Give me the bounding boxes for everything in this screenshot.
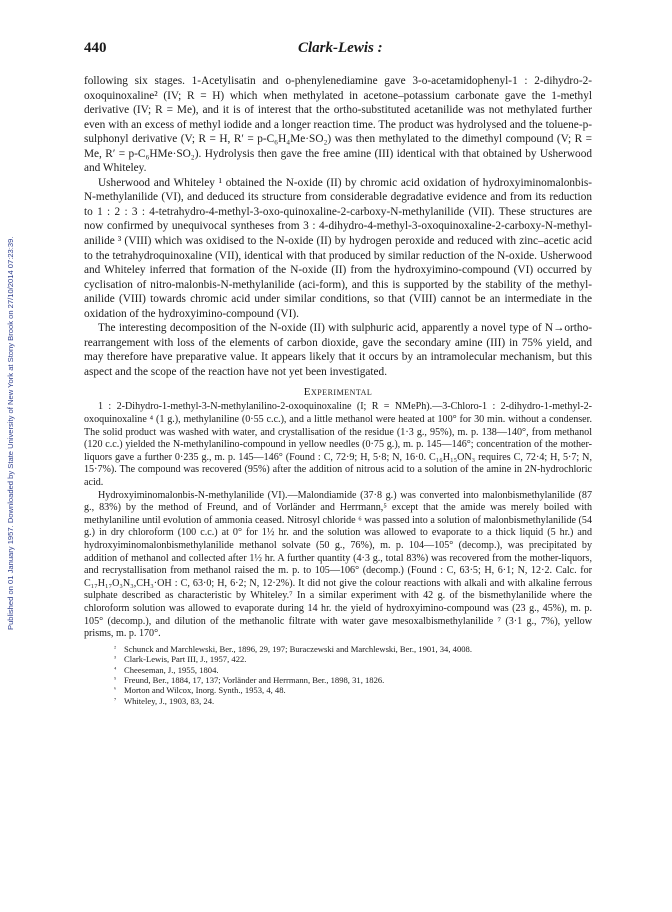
running-header xyxy=(84,40,592,60)
download-notice xyxy=(6,70,18,630)
body-paragraph-3: The interesting decomposition of the N-oxide (II) with sulphuric acid, apparently a novel type of N→ortho-rearrangement with loss of the elements of carbon dioxide, gave the secondary amine (III) in 75% yield, and may therefore have preparative value. It appears likely that it occurs by an intramolecular mechanism, but this aspect and the scope of the reaction have not yet been investigated. xyxy=(84,322,592,378)
footnote xyxy=(114,685,592,695)
footnote xyxy=(114,675,592,685)
footnote-text: Cheeseman, J., 1955, 1804. xyxy=(124,664,219,675)
experimental-section xyxy=(84,401,592,640)
footnote xyxy=(114,665,592,675)
download-notice-text: Published on 01 January 1957. Downloaded by State University of New York at Stony Brook on 27/10/2014 07:23:39. xyxy=(6,236,15,630)
footnote-text: Morton and Wilcox, Inorg. Synth., 1953, 4, 48. xyxy=(124,685,286,696)
footnote-mark: ⁷ xyxy=(114,696,117,704)
body-text xyxy=(84,74,592,379)
experimental-heading: Experimental xyxy=(303,386,373,399)
footnote-text: Whiteley, J., 1903, 83, 24. xyxy=(124,695,215,706)
page xyxy=(84,40,592,706)
experimental-paragraph-2: Hydroxyiminomalonbis-N-methylanilide (VI).—Malondiamide (37·8 g.) was converted into malonbismethylanilide (87 g., 83%) by the method of Freund, and of Vorländer and Herrmann,⁵ except that the amide was merely boiled with methylaniline until evolution of ammonia ceased. Nitrosyl chloride ⁶ was passed into a solution of malonbismethylanilide (54 g.) in dry chloroform (100 c.c.) at 0° for 1½ hr. and the solution was allowed to evaporate to a thick liquid (5 hr.) and hydroxyiminomalonbismethylanilide methanol solvate (50 g., 76%), m. p. 104—105° (decomp.), was precipitated by addition of methanol and collected after 1½ hr. A further quantity (4·3 g., total 83%) was recovered from the mother-liquors, and recrystallisation from methanol raised the m. p. to 105—106° (decomp.) (Found : C, 63·5; H, 6·1; N, 12·2. Calc. for C₁₇H₁₇O₃N₃,CH₃·OH : C, 63·0; H, 6·2; N, 12·2%). It did not give the colour reactions with alkali and with alkaline ferrous sulphate described as characteristic by Whiteley.⁷ In a similar experiment with 42 g. of the bismethylanilide where the chloroform solution was allowed to evaporate during 14 hr. the yield of hydroxyimino-compound was (23 g., 45%), m. p. 105° (decomp.), and dilution of the methanolic filtrate with water gave mesoxalbismethylanilide ⁷ (3·1 g., 7%), yellow prisms, m. p. 170°. xyxy=(84,489,592,640)
running-head: Clark-Lewis : xyxy=(298,40,383,56)
body-paragraph-1: following six stages. 1-Acetylisatin and o-phenylenediamine gave 3-o-acetamidophenyl-1 : 2-dihydro-2-oxoquinoxaline² (IV; R = H) which when methylated in acetone–potassium carbonate gave the 1-methyl derivative (IV; R = Me), and it is of interest that the ortho-substituted acetanilide was not methylated further even with an excess of methyl iodide and a longer reaction time. The product was hydrolysed and the toluene-p-sulphonyl derivative (V; R = H, R′ = p-C₆H₄Me·SO₂) was then methylated to the dimethyl compound (V; R = Me, R′ = p-C₆HMe·SO₂). Hydrolysis then gave the free amine (III) identical with that obtained by Usherwood and Whiteley. xyxy=(84,75,592,175)
footnote-mark: ⁴ xyxy=(114,665,117,673)
experimental-paragraph-1: 1 : 2-Dihydro-1-methyl-3-N-methylanilino-2-oxoquinoxaline (I; R = NMePh).—3-Chloro-1 : 2-dihydro-1-methyl-2-oxoquinoxaline ⁴ (1 g.), methylaniline (0·55 c.c.), and a little methanol were heated at 100° for 30 min. without a condenser. The solid product was washed with water, and crystallisation of the residue (1·3 g., 95%), m. p. 138—140°, from methanol (120 c.c.) yielded the N-methylanilino-compound in yellow needles (0·75 g.), m. p. 145—146°; concentration of the mother-liquors gave a further 0·235 g., m. p. 145—146° (Found : C, 72·9; H, 5·8; N, 16·0. C₁₆H₁₅ON₃ requires C, 72·4; H, 5·7; N, 15·7%). The compound was recovered (95%) after the addition of nitrous acid to a solution of the amine in 2N-hydrochloric acid. xyxy=(84,401,592,489)
footnote-text: Clark-Lewis, Part III, J., 1957, 422. xyxy=(124,654,247,665)
footnote-mark: ⁶ xyxy=(114,686,117,694)
footnote xyxy=(114,696,592,706)
footnote-text: Freund, Ber., 1884, 17, 137; Vorländer and Herrmann, Ber., 1898, 31, 1826. xyxy=(124,674,385,685)
page-number: 440 xyxy=(84,40,107,56)
footnotes xyxy=(84,644,592,706)
footnote-mark: ³ xyxy=(114,655,116,663)
footnote xyxy=(114,644,592,654)
footnote-text: Schunck and Marchlewski, Ber., 1896, 29, 197; Buraczewski and Marchlewski, Ber., 1901, 34, 4008. xyxy=(124,643,472,654)
footnote-mark: ² xyxy=(114,644,116,652)
body-paragraph-2: Usherwood and Whiteley ¹ obtained the N-oxide (II) by chromic acid oxidation of hydroxyiminomalonbis-N-methylanilide (VI), and deduced its structure from considerable degradative evidence and from its reduction to 1 : 2 : 3 : 4-tetrahydro-4-methyl-3-oxo-quinoxaline-2-carboxy-N-methylanilide (VII). These structures are now confirmed by unequivocal syntheses from 3 : 4-dihydro-4-methyl-3-oxoquinoxaline-2-carboxy-N-methyl-anilide ³ (VIII) which was oxidised to the N-oxide (II) by hydrogen peroxide and reduced with zinc–acetic acid to the tetrahydroquinoxaline (VII), identical with that produced by similar reduction of the N-oxide. Usherwood and Whiteley inferred that formation of the N-oxide (II) from the hydroxyimino-compound (VI) occurred by cyclisation of nitro-malonbis-N-methylanilide (aci-form), and this is supported by the stability of the methyl-anilide (VIII) towards chromic acid under similar conditions, so that (VIII) cannot be an intermediate in the oxidation of the hydroxyimino-compound (VI). xyxy=(84,176,592,320)
footnote-mark: ⁵ xyxy=(114,675,117,683)
footnote xyxy=(114,654,592,664)
